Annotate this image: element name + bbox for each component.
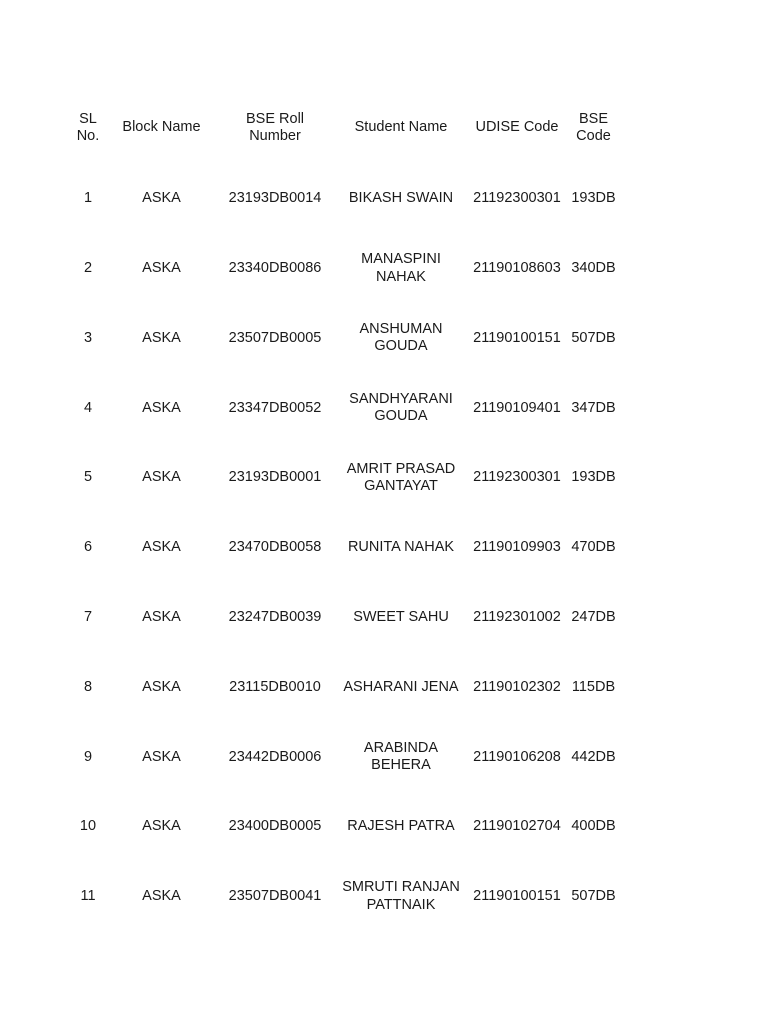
table-row [68,304,620,374]
sl-no-cell [68,234,108,304]
bse-roll-number-cell [215,234,335,304]
bse-roll-number-cell [215,583,335,653]
table-row [68,164,620,234]
sl-no-text: 4 [83,399,93,416]
sl-no-cell [68,164,108,234]
bse-roll-number-text: 23470DB0058 [228,539,322,556]
bse-roll-number-text: 23507DB0041 [228,888,322,905]
student-name-cell [335,234,467,304]
header-sl-no-line-1: SL [79,110,97,127]
student-name-line: GOUDA [374,408,428,425]
table-row [68,653,620,723]
bse-roll-number-cell [215,862,335,932]
udise-code-text: 21190106208 [473,748,561,765]
bse-code-text: 193DB [571,190,616,207]
bse-roll-number-cell [215,653,335,723]
block-name-cell [108,234,215,304]
student-name-line: SMRUTI RANJAN [342,879,460,896]
bse-code-text: 507DB [571,329,616,346]
block-name-cell [108,862,215,932]
udise-code-cell [467,304,567,374]
student-name-cell [335,304,467,374]
udise-code-text: 21190102302 [473,678,561,695]
udise-code-text: 21190109401 [473,399,561,416]
header-sl-no-line-2: No. [76,128,100,144]
sl-no-text: 11 [80,888,96,905]
bse-roll-number-cell [215,513,335,583]
udise-code-text: 21192301002 [473,608,561,625]
header-bse-code [567,92,620,164]
table-row [68,862,620,932]
bse-roll-number-text: 23115DB0010 [229,678,321,695]
block-name-text: ASKA [142,469,181,486]
bse-roll-number-text: 23193DB0014 [228,190,322,207]
table-row [68,792,620,862]
student-name-cell [335,653,467,723]
udise-code-cell [467,722,567,792]
udise-code-cell [467,862,567,932]
bse-roll-number-cell [215,164,335,234]
bse-code-text: 347DB [571,399,616,416]
block-name-text: ASKA [142,190,181,207]
block-name-cell [108,373,215,443]
student-name-line: ANSHUMAN [359,320,443,337]
header-student-name-text: Student Name [354,119,448,136]
sl-no-text: 3 [83,329,93,346]
student-name-line: SWEET SAHU [353,608,449,625]
student-name-line: ASHARANI JENA [343,678,459,695]
sl-no-cell [68,373,108,443]
header-bse-code-line-1: BSE [578,110,608,127]
student-name-cell [335,722,467,792]
sl-no-cell [68,304,108,374]
bse-code-text: 507DB [571,888,616,905]
bse-roll-number-text: 23400DB0005 [228,818,322,835]
bse-code-cell [567,513,620,583]
udise-code-text: 21190102704 [473,818,561,835]
block-name-text: ASKA [142,329,181,346]
header-student-name [335,92,467,164]
udise-code-cell [467,164,567,234]
sl-no-text: 7 [83,608,93,625]
sl-no-cell [68,443,108,513]
block-name-cell [108,792,215,862]
bse-code-cell [567,583,620,653]
block-name-text: ASKA [142,678,181,695]
udise-code-text: 21190100151 [473,888,561,905]
student-name-line: SANDHYARANI [349,390,453,407]
bse-roll-number-cell [215,792,335,862]
student-name-line: ARABINDA [363,739,439,756]
bse-code-cell [567,164,620,234]
table-body [68,164,620,932]
student-name-line: GOUDA [374,338,428,355]
student-name-cell [335,513,467,583]
student-name-cell [335,583,467,653]
bse-roll-number-text: 23347DB0052 [228,399,322,416]
udise-code-cell [467,373,567,443]
udise-code-cell [467,234,567,304]
sl-no-text: 5 [83,469,93,486]
bse-code-text: 115DB [571,678,616,695]
table-row [68,373,620,443]
student-name-line: NAHAK [376,268,426,285]
udise-code-cell [467,653,567,723]
bse-roll-number-text: 23442DB0006 [228,748,322,765]
bse-code-cell [567,792,620,862]
student-name-cell [335,862,467,932]
sl-no-text: 1 [83,190,93,207]
sl-no-cell [68,792,108,862]
block-name-cell [108,722,215,792]
sl-no-text: 2 [83,259,93,276]
bse-code-cell [567,722,620,792]
udise-code-cell [467,513,567,583]
header-row [68,92,620,164]
bse-roll-number-cell [215,722,335,792]
bse-code-cell [567,443,620,513]
sl-no-text: 8 [83,678,93,695]
bse-roll-number-text: 23340DB0086 [228,259,322,276]
sl-no-cell [68,862,108,932]
sl-no-cell [68,513,108,583]
sl-no-text: 9 [83,748,93,765]
block-name-cell [108,653,215,723]
student-name-line: RAJESH PATRA [347,818,455,835]
student-name-line: BIKASH SWAIN [348,190,454,207]
header-sl-no [68,92,108,164]
block-name-text: ASKA [142,748,181,765]
bse-code-text: 340DB [571,259,616,276]
student-name-line: AMRIT PRASAD [346,460,456,477]
bse-code-cell [567,653,620,723]
table-row [68,443,620,513]
student-name-cell [335,373,467,443]
udise-code-text: 21192300301 [473,469,561,486]
block-name-text: ASKA [142,818,181,835]
block-name-cell [108,443,215,513]
udise-code-text: 21190100151 [473,329,561,346]
udise-code-cell [467,792,567,862]
block-name-text: ASKA [142,608,181,625]
student-name-cell [335,792,467,862]
udise-code-text: 21192300301 [473,190,561,207]
table-row [68,722,620,792]
bse-code-text: 247DB [571,608,616,625]
table-row [68,513,620,583]
bse-code-text: 400DB [571,818,616,835]
student-records-table [68,92,620,932]
student-name-line: MANASPINI [361,251,441,268]
block-name-cell [108,513,215,583]
student-name-cell [335,443,467,513]
udise-code-cell [467,443,567,513]
header-block-name-text: Block Name [122,119,201,136]
header-block-name [108,92,215,164]
student-name-cell [335,164,467,234]
bse-code-cell [567,234,620,304]
block-name-text: ASKA [142,399,181,416]
header-udise-code-text: UDISE Code [475,119,559,136]
udise-code-text: 21190109903 [473,539,561,556]
student-name-line: BEHERA [371,757,431,774]
header-bse-roll-number [215,92,335,164]
sl-no-cell [68,583,108,653]
table-row [68,583,620,653]
bse-roll-number-cell [215,304,335,374]
block-name-text: ASKA [142,259,181,276]
block-name-text: ASKA [142,539,181,556]
bse-code-cell [567,304,620,374]
header-bse-roll-number-line-2: Number [249,128,301,144]
bse-roll-number-text: 23247DB0039 [228,608,322,625]
sl-no-cell [68,722,108,792]
header-udise-code [467,92,567,164]
header-bse-code-line-2: Code [576,128,611,144]
block-name-text: ASKA [142,888,181,905]
bse-roll-number-cell [215,443,335,513]
bse-roll-number-cell [215,373,335,443]
bse-roll-number-text: 23507DB0005 [228,329,322,346]
bse-code-text: 193DB [571,469,616,486]
bse-code-text: 442DB [571,748,616,765]
sl-no-cell [68,653,108,723]
bse-code-cell [567,862,620,932]
bse-code-cell [567,373,620,443]
student-name-line: PATTNAIK [366,896,436,913]
sl-no-text: 10 [79,818,97,835]
block-name-cell [108,583,215,653]
bse-code-text: 470DB [571,539,616,556]
block-name-cell [108,304,215,374]
table-row [68,234,620,304]
sl-no-text: 6 [83,539,93,556]
table-header [68,92,620,164]
header-bse-roll-number-line-1: BSE Roll [245,110,305,127]
student-name-line: RUNITA NAHAK [347,539,455,556]
udise-code-text: 21190108603 [473,259,561,276]
student-name-line: GANTAYAT [364,478,438,495]
bse-roll-number-text: 23193DB0001 [228,469,322,486]
block-name-cell [108,164,215,234]
udise-code-cell [467,583,567,653]
